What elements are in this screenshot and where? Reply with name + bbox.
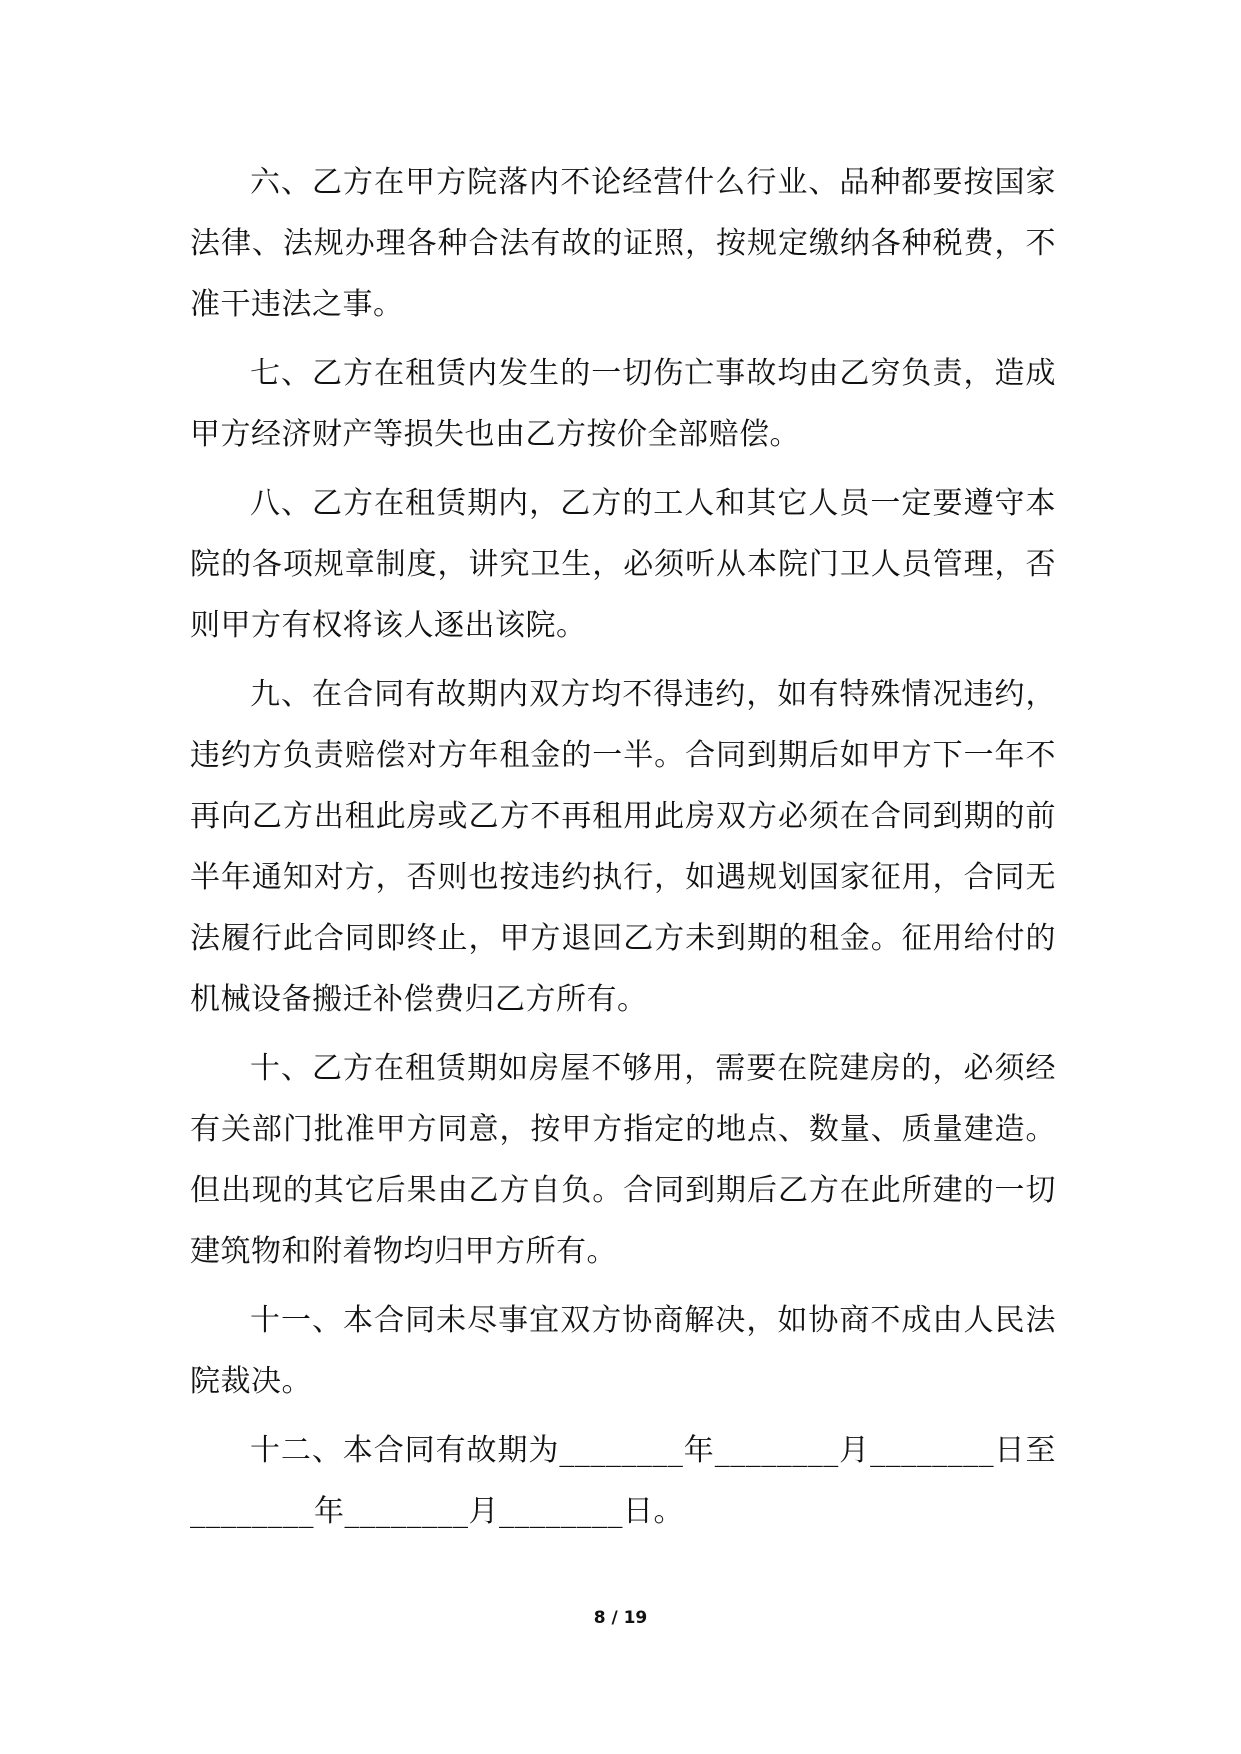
clause-9: 九、在合同有故期内双方均不得违约，如有特殊情况违约，违约方负责赔偿对方年租金的一半。合同到期后如甲方下一年不再向乙方出租此房或乙方不再租用此房双方必须在合同到期的前半年通知对方，否则也按违约执行，如遇规划国家征用，合同无法履行此合同即终止，甲方退回乙方未到期的租金。征用给付的机械设备搬迁补偿费归乙方所有。 <box>190 677 1056 1017</box>
clause-12: 十二、本合同有故期为________年________月________日至________年________月________日。 <box>190 1433 1056 1529</box>
document-body <box>190 152 1056 1550</box>
clause-8: 八、乙方在租赁期内，乙方的工人和其它人员一定要遵守本院的各项规章制度，讲究卫生，必须听从本院门卫人员管理，否则甲方有权将该人逐出该院。 <box>190 486 1056 643</box>
clause-11: 十一、本合同未尽事宜双方协商解决，如协商不成由人民法院裁决。 <box>190 1303 1056 1399</box>
clause-10: 十、乙方在租赁期如房屋不够用，需要在院建房的，必须经有关部门批准甲方同意，按甲方指定的地点、数量、质量建造。但出现的其它后果由乙方自负。合同到期后乙方在此所建的一切建筑物和附着物均归甲方所有。 <box>190 1051 1056 1269</box>
clause-6: 六、乙方在甲方院落内不论经营什么行业、品种都要按国家法律、法规办理各种合法有故的证照，按规定缴纳各种税费，不准干违法之事。 <box>190 165 1056 322</box>
page-number: 8 / 19 <box>593 1608 648 1628</box>
clause-7: 七、乙方在租赁内发生的一切伤亡事故均由乙穷负责，造成甲方经济财产等损失也由乙方按价全部赔偿。 <box>190 356 1056 452</box>
